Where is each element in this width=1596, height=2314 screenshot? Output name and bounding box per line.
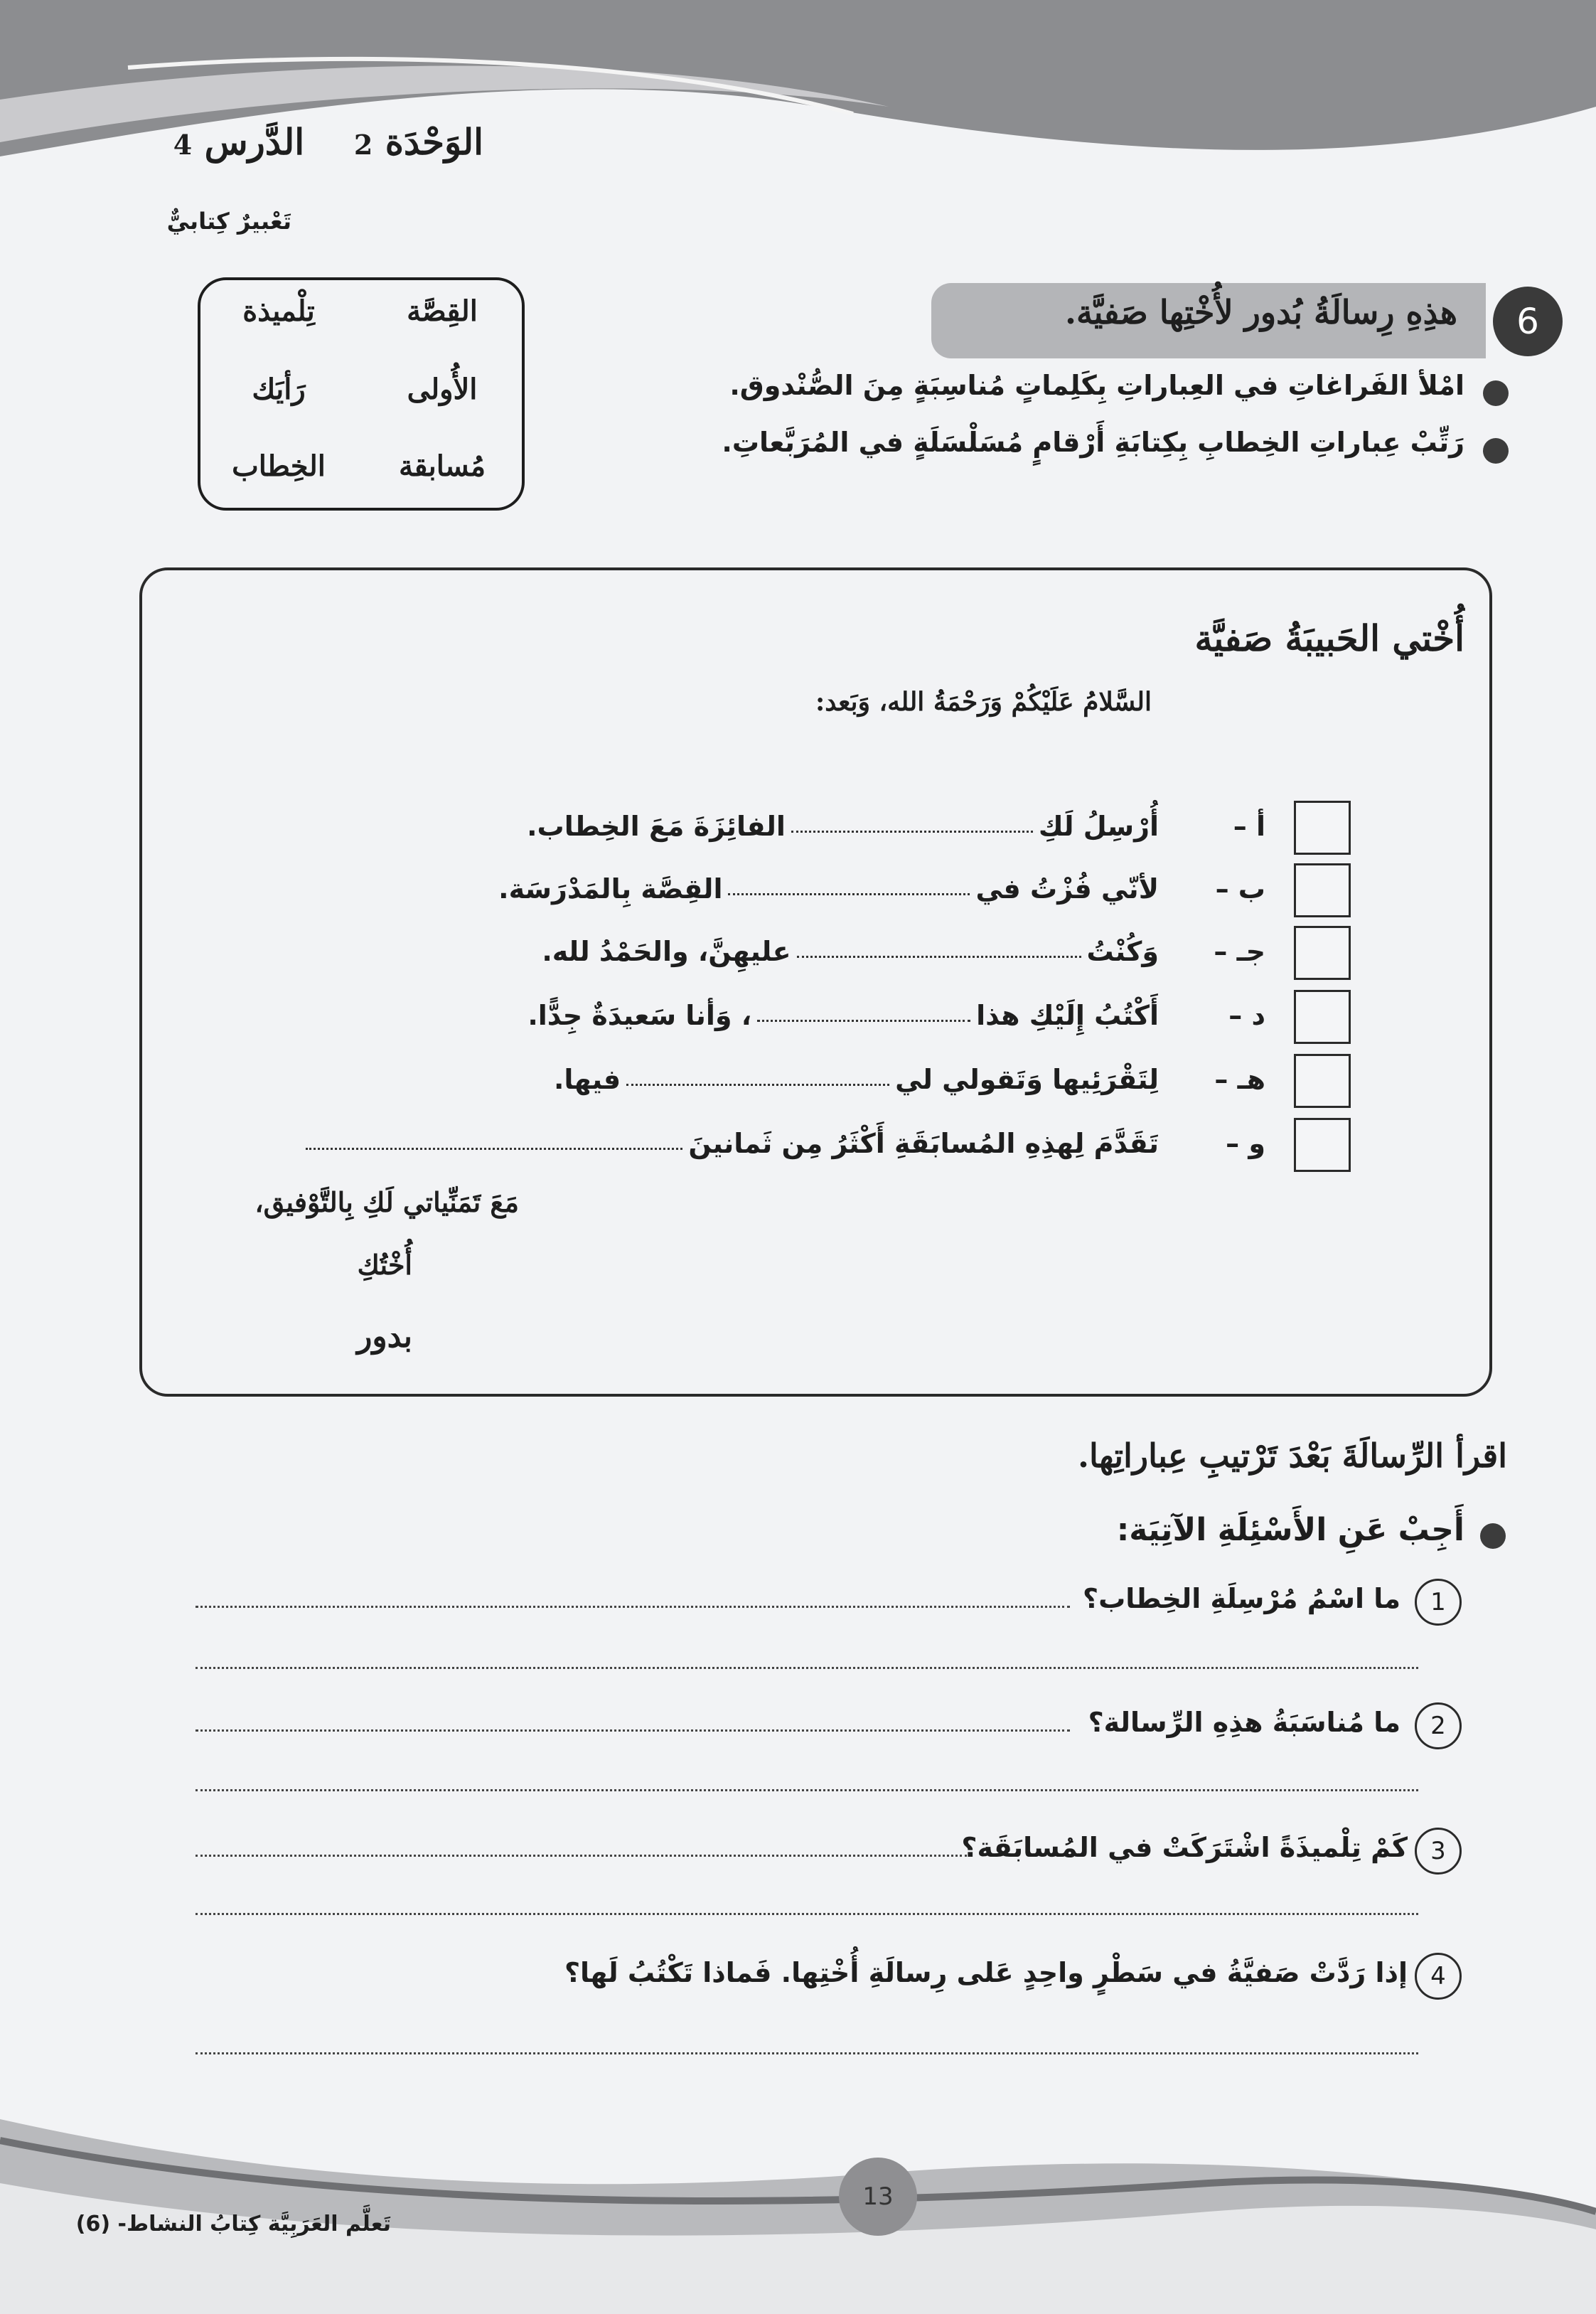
order-box[interactable]	[1294, 990, 1351, 1044]
order-box[interactable]	[1294, 1054, 1351, 1108]
line-letter: جـ –	[1214, 936, 1265, 967]
question-text: ما اسْمُ مُرْسِلَةِ الخِطاب؟	[1083, 1583, 1400, 1614]
word-box-item: تِلْميذة	[242, 294, 315, 328]
read-instruction: اقرأ الرِّسالَةَ بَعْدَ تَرْتيبِ عِباراتِها.	[1078, 1436, 1507, 1475]
lesson-label: الدَّرس	[204, 121, 305, 163]
unit-lesson-title	[142, 121, 483, 185]
answer-line[interactable]	[196, 1855, 967, 1857]
bullet-icon	[1483, 380, 1509, 406]
order-box[interactable]	[1294, 863, 1351, 917]
answer-line[interactable]	[196, 1667, 1418, 1669]
line-part1: تَقَدَّمَ لِهذِهِ المُسابَقَةِ أَكْثَرُ مِن ثَمانينَ	[688, 1128, 1159, 1159]
letter-line	[498, 811, 1159, 842]
order-box[interactable]	[1294, 801, 1351, 855]
instruction-order: رَتِّبْ عِباراتِ الخِطابِ بِكِتابَةِ أَرْقامٍ مُسَلْسَلَةٍ في المُرَبَّعاتِ.	[722, 427, 1464, 458]
bullet-icon	[1480, 1523, 1506, 1549]
blank-dots[interactable]	[728, 886, 970, 895]
line-part2: فيها.	[553, 1064, 621, 1095]
line-letter: ب –	[1215, 873, 1265, 905]
letter-greeting: السَّلامُ عَلَيْكُمْ وَرَحْمَةُ الله، وَبَعد:	[815, 687, 1152, 717]
letter-signature: بدور	[357, 1318, 412, 1355]
lesson-number: 4	[173, 129, 193, 161]
blank-dots[interactable]	[791, 823, 1033, 833]
line-part2: ، وَأنا سَعيدَةٌ جِدًّا.	[527, 1000, 752, 1031]
question-number: 4	[1415, 1953, 1462, 2000]
line-letter: هـ –	[1214, 1064, 1265, 1095]
letter-line	[483, 873, 1159, 905]
answer-line[interactable]	[196, 1913, 1418, 1915]
line-letter: و –	[1226, 1128, 1265, 1159]
page-number: 13	[839, 2158, 917, 2236]
blank-dots[interactable]	[306, 1141, 682, 1150]
word-box-item: القِصَّة	[407, 294, 478, 328]
blank-dots[interactable]	[757, 1013, 970, 1022]
word-box-item: الخِطاب	[232, 449, 326, 483]
line-part1: أَكْتُبُ إِلَيْكِ هذا	[976, 1000, 1159, 1031]
line-part2: الفائِزَةَ مَعَ الخِطاب.	[527, 811, 786, 842]
order-box[interactable]	[1294, 1118, 1351, 1172]
bullet-icon	[1483, 438, 1509, 464]
line-part1: أُرْسِلُ لَكِ	[1038, 811, 1159, 842]
unit-label: الوَحْدَة	[385, 121, 483, 163]
unit-number: 2	[353, 129, 373, 161]
exercise-number: 6	[1493, 287, 1563, 356]
letter-line	[498, 1064, 1159, 1095]
line-part2: القِصَّة بِالمَدْرَسَة.	[498, 873, 723, 905]
blank-dots[interactable]	[797, 949, 1081, 958]
word-box-item: مُسابقة	[398, 449, 486, 483]
instruction-fill-blanks: امْلأ الفَراغاتِ في العِباراتِ بِكَلِماتٍ مُناسِبَةٍ مِنَ الصُّنْدوق.	[729, 370, 1464, 401]
answer-line[interactable]	[196, 2052, 1418, 2054]
question-number: 1	[1415, 1579, 1462, 1626]
line-letter: د –	[1228, 1000, 1265, 1031]
line-part2: عليهِنَّ، والحَمْدُ لله.	[542, 936, 791, 967]
letter-sister: أُخْتُكِ	[357, 1249, 412, 1281]
line-letter: أ –	[1233, 811, 1265, 842]
letter-salutation: أُخْتي الحَبيبَةُ صَفيَّة	[1194, 617, 1464, 659]
answer-line[interactable]	[196, 1789, 1418, 1791]
lesson-subtitle: تَعْبيرٌ كِتابيٌّ	[166, 208, 291, 235]
word-box-item: رَأيَك	[252, 373, 306, 406]
letter-line	[498, 1000, 1159, 1031]
letter-line	[498, 936, 1159, 967]
footer-wave	[0, 2105, 1596, 2314]
order-box[interactable]	[1294, 926, 1351, 980]
question-number: 3	[1415, 1828, 1462, 1875]
line-part1: وَكُنْتُ	[1086, 936, 1159, 967]
answer-instruction: أَجِبْ عَنِ الأَسْئِلَةِ الآتِيَة:	[1116, 1512, 1464, 1548]
question-text: ما مُناسَبَةُ هذِهِ الرِّسالة؟	[1088, 1707, 1400, 1738]
question-number: 2	[1415, 1702, 1462, 1749]
question-text: إذا رَدَّتْ صَفيَّةُ في سَطْرٍ واحِدٍ عَلى رِسالَةِ أُخْتِها. فَماذا تَكْتُبُ لَها؟	[564, 1957, 1408, 1988]
question-text: كَمْ تِلْميذَةً اشْتَرَكَتْ في المُسابَقَة؟	[961, 1832, 1408, 1863]
word-box	[198, 277, 525, 511]
answer-line[interactable]	[196, 1729, 1070, 1732]
line-part1: لأنّي فُزْتُ في	[975, 873, 1159, 905]
exercise-title: هذِهِ رِسالَةُ بُدور لأُخْتِها صَفيَّة.	[1064, 293, 1457, 331]
answer-line[interactable]	[196, 1606, 1070, 1608]
blank-dots[interactable]	[626, 1077, 889, 1086]
letter-line	[370, 1128, 1159, 1159]
book-title: تَعلَّم العَرَبِيَّة كِتابُ النشاط- (6)	[75, 2212, 391, 2236]
line-part1: لِتَقْرَئِيها وَتَقولي لي	[895, 1064, 1159, 1095]
word-box-item: الأُولى	[407, 373, 478, 406]
letter-closing: مَعَ تَمَنِّياتي لَكِ بِالتَّوْفيق،	[255, 1186, 519, 1218]
